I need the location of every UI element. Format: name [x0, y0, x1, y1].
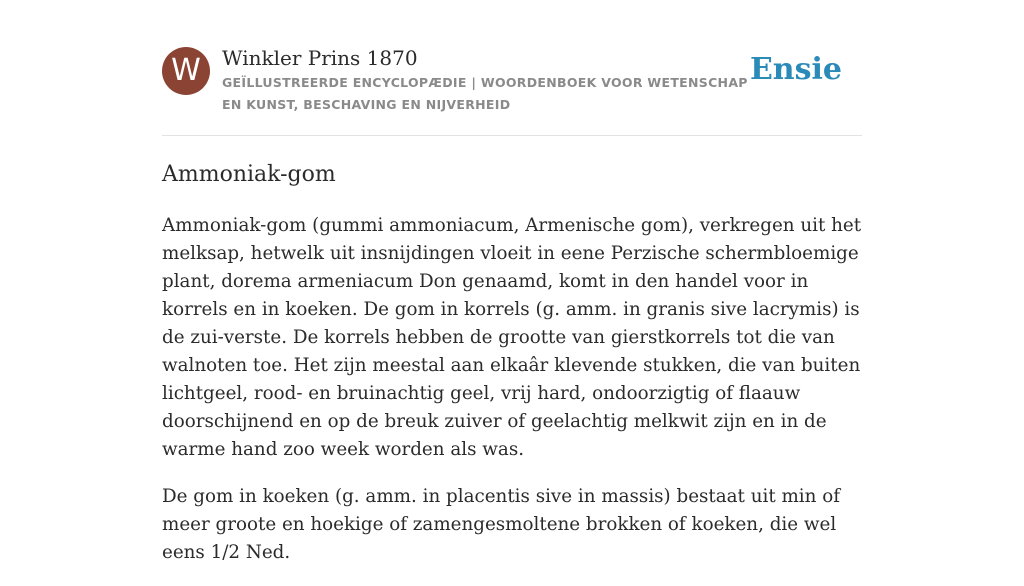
source-avatar[interactable]: W: [162, 47, 210, 95]
header-divider: [162, 135, 862, 136]
article-paragraph-2: De gom in koeken (g. amm. in placentis sive in massis) bestaat uit min of meer groote en hoekige of zamengesmoltene brokken of koeken, die wel eens 1/2 Ned.: [162, 486, 841, 563]
source-header: [162, 46, 862, 136]
source-title-link[interactable]: Winkler Prins 1870: [222, 46, 418, 70]
source-subtitle: GEÏLLUSTREERDE ENCYCLOPÆDIE | WOORDENBOEK VOOR WETENSCHAP EN KUNST, BESCHAVING EN NIJVERHEID: [222, 75, 748, 112]
article-body: [162, 212, 868, 586]
article-paragraph-1: Ammoniak-gom (gummi ammoniacum, Armenische gom), verkregen uit het melksap, hetwelk uit insnijdingen vloeit in eene Perzische schermbloemige plant, dorema armeniacum Don genaamd, komt in den handel voor in korrels en in koeken. De gom in korrels (g. amm. in granis sive lacrymis) is de zui-verste. De korrels hebben de grootte van gierstkorrels tot die van walnoten toe. Het zijn meestal aan elkaâr klevende stukken, die van buiten lichtgeel, rood- en bruinachtig geel, vrij hard, ondoorzigtig of flaauw doorschijnend en op de breuk zuiver of geelachtig melkwit zijn en in de warme hand zoo week worden als was.: [162, 215, 862, 460]
ensie-logo[interactable]: Ensie: [749, 52, 842, 87]
article-title: Ammoniak-gom: [162, 162, 336, 187]
